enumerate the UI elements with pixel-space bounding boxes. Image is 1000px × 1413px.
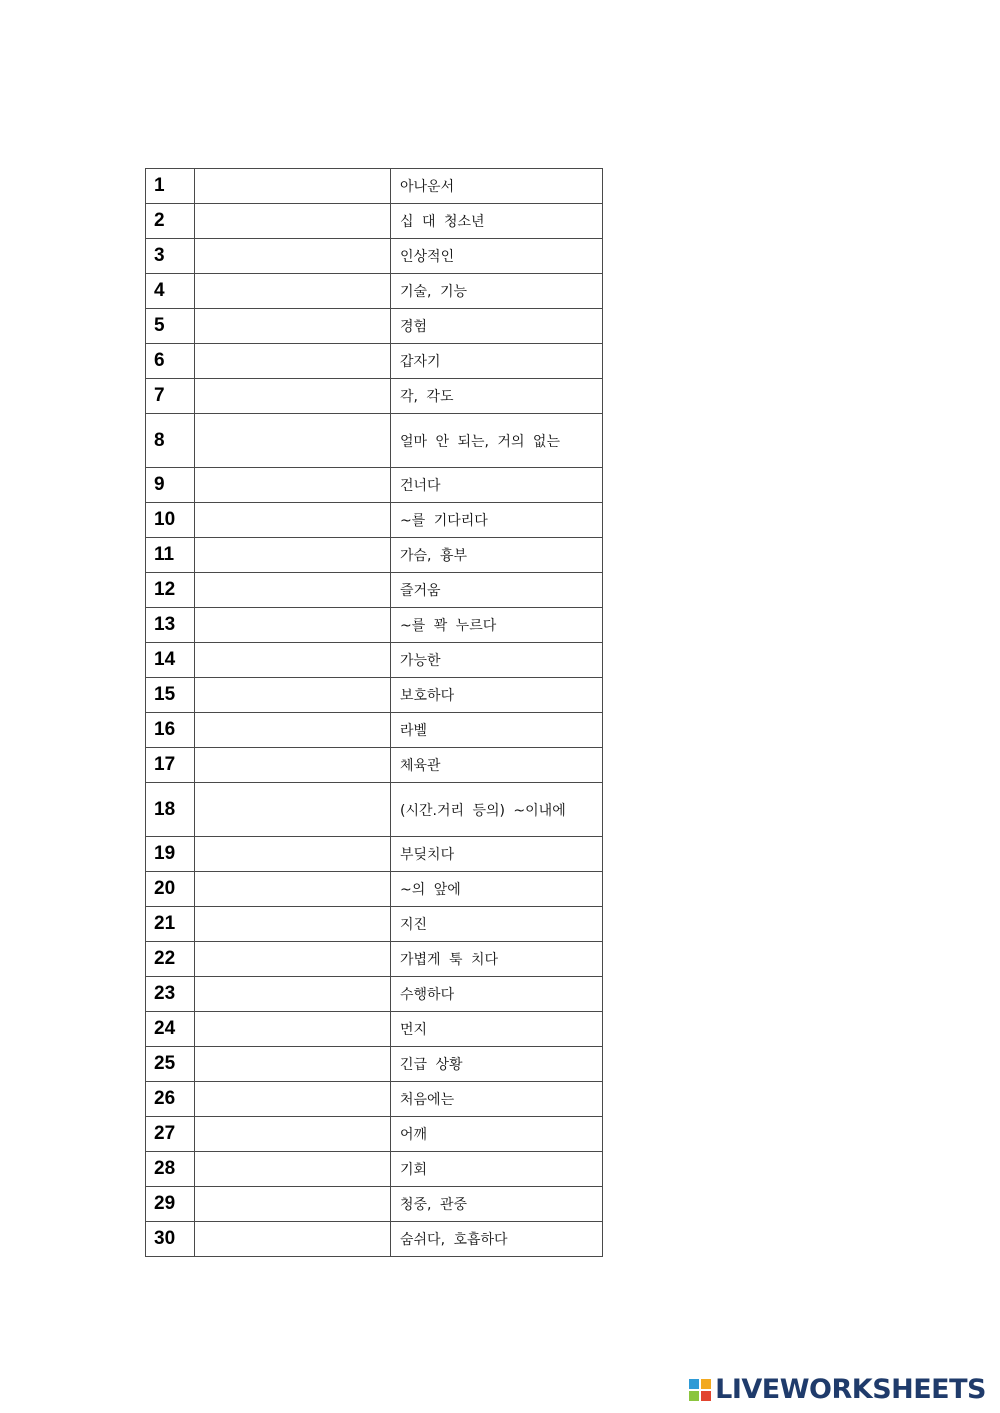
row-number: 8 xyxy=(146,414,195,468)
row-number: 24 xyxy=(146,1012,195,1047)
answer-input[interactable] xyxy=(195,713,390,747)
answer-input[interactable] xyxy=(195,503,390,537)
table-row xyxy=(146,169,603,204)
korean-meaning: 어깨 xyxy=(391,1117,603,1152)
liveworksheets-logo-icon xyxy=(689,1379,711,1401)
answer-cell xyxy=(195,608,391,643)
row-number: 23 xyxy=(146,977,195,1012)
answer-input[interactable] xyxy=(195,468,390,502)
korean-meaning: 가슴, 흉부 xyxy=(391,538,603,573)
table-row xyxy=(146,1012,603,1047)
korean-meaning: 십 대 청소년 xyxy=(391,204,603,239)
answer-input[interactable] xyxy=(195,538,390,572)
korean-meaning: 건너다 xyxy=(391,468,603,503)
korean-meaning: ~의 앞에 xyxy=(391,872,603,907)
korean-meaning: 숨쉬다, 호흡하다 xyxy=(391,1222,603,1257)
row-number: 11 xyxy=(146,538,195,573)
korean-meaning: 아나운서 xyxy=(391,169,603,204)
table-row xyxy=(146,608,603,643)
answer-cell xyxy=(195,942,391,977)
answer-input[interactable] xyxy=(195,1047,390,1081)
table-row xyxy=(146,274,603,309)
answer-cell xyxy=(195,1152,391,1187)
answer-cell xyxy=(195,678,391,713)
row-number: 7 xyxy=(146,379,195,414)
table-row xyxy=(146,1222,603,1257)
row-number: 15 xyxy=(146,678,195,713)
korean-meaning: 기술, 기능 xyxy=(391,274,603,309)
liveworksheets-brand xyxy=(689,1374,986,1405)
korean-meaning: 라벨 xyxy=(391,713,603,748)
answer-input[interactable] xyxy=(195,204,390,238)
korean-meaning: 부딪치다 xyxy=(391,837,603,872)
table-row xyxy=(146,414,603,468)
answer-cell xyxy=(195,1082,391,1117)
answer-input[interactable] xyxy=(195,1082,390,1116)
korean-meaning: (시간.거리 등의) ~이내에 xyxy=(391,783,603,837)
row-number: 16 xyxy=(146,713,195,748)
answer-cell xyxy=(195,643,391,678)
table-row xyxy=(146,1047,603,1082)
answer-cell xyxy=(195,783,391,837)
answer-input[interactable] xyxy=(195,414,390,467)
answer-input[interactable] xyxy=(195,169,390,203)
korean-meaning: 경험 xyxy=(391,309,603,344)
table-row xyxy=(146,538,603,573)
answer-cell xyxy=(195,1117,391,1152)
korean-meaning: 체육관 xyxy=(391,748,603,783)
row-number: 28 xyxy=(146,1152,195,1187)
row-number: 5 xyxy=(146,309,195,344)
answer-cell xyxy=(195,837,391,872)
row-number: 17 xyxy=(146,748,195,783)
table-row xyxy=(146,837,603,872)
answer-cell xyxy=(195,977,391,1012)
answer-cell xyxy=(195,573,391,608)
korean-meaning: 인상적인 xyxy=(391,239,603,274)
answer-cell xyxy=(195,1187,391,1222)
answer-input[interactable] xyxy=(195,1152,390,1186)
row-number: 27 xyxy=(146,1117,195,1152)
answer-input[interactable] xyxy=(195,837,390,871)
table-row xyxy=(146,309,603,344)
korean-meaning: 먼지 xyxy=(391,1012,603,1047)
answer-input[interactable] xyxy=(195,643,390,677)
table-row xyxy=(146,942,603,977)
answer-cell xyxy=(195,538,391,573)
korean-meaning: 가능한 xyxy=(391,643,603,678)
answer-input[interactable] xyxy=(195,942,390,976)
row-number: 12 xyxy=(146,573,195,608)
answer-cell xyxy=(195,379,391,414)
answer-input[interactable] xyxy=(195,1117,390,1151)
korean-meaning: 보호하다 xyxy=(391,678,603,713)
table-row xyxy=(146,783,603,837)
answer-input[interactable] xyxy=(195,748,390,782)
answer-input[interactable] xyxy=(195,872,390,906)
table-row xyxy=(146,1082,603,1117)
table-row xyxy=(146,748,603,783)
table-row xyxy=(146,239,603,274)
table-row xyxy=(146,204,603,239)
row-number: 13 xyxy=(146,608,195,643)
answer-cell xyxy=(195,344,391,379)
table-row xyxy=(146,977,603,1012)
row-number: 26 xyxy=(146,1082,195,1117)
answer-cell xyxy=(195,309,391,344)
answer-cell xyxy=(195,872,391,907)
table-row xyxy=(146,573,603,608)
answer-cell xyxy=(195,239,391,274)
row-number: 4 xyxy=(146,274,195,309)
brand-wordmark: LIVEWORKSHEETS xyxy=(715,1374,986,1405)
answer-input[interactable] xyxy=(195,309,390,343)
korean-meaning: 얼마 안 되는, 거의 없는 xyxy=(391,414,603,468)
answer-cell xyxy=(195,169,391,204)
answer-cell xyxy=(195,274,391,309)
vocabulary-table xyxy=(145,168,603,1257)
table-row xyxy=(146,1117,603,1152)
korean-meaning: 수행하다 xyxy=(391,977,603,1012)
korean-meaning: ~를 꽉 누르다 xyxy=(391,608,603,643)
row-number: 14 xyxy=(146,643,195,678)
row-number: 2 xyxy=(146,204,195,239)
korean-meaning: 갑자기 xyxy=(391,344,603,379)
table-row xyxy=(146,379,603,414)
row-number: 10 xyxy=(146,503,195,538)
answer-input[interactable] xyxy=(195,379,390,413)
answer-input[interactable] xyxy=(195,239,390,273)
table-row xyxy=(146,503,603,538)
korean-meaning: 각, 각도 xyxy=(391,379,603,414)
answer-input[interactable] xyxy=(195,977,390,1011)
table-row xyxy=(146,678,603,713)
answer-cell xyxy=(195,204,391,239)
answer-cell xyxy=(195,1222,391,1257)
answer-cell xyxy=(195,713,391,748)
answer-input[interactable] xyxy=(195,573,390,607)
table-row xyxy=(146,872,603,907)
table-row xyxy=(146,344,603,379)
row-number: 18 xyxy=(146,783,195,837)
answer-cell xyxy=(195,1047,391,1082)
row-number: 6 xyxy=(146,344,195,379)
korean-meaning: 긴급 상황 xyxy=(391,1047,603,1082)
row-number: 30 xyxy=(146,1222,195,1257)
korean-meaning: 처음에는 xyxy=(391,1082,603,1117)
table-row xyxy=(146,1152,603,1187)
table-row xyxy=(146,643,603,678)
answer-input[interactable] xyxy=(195,678,390,712)
table-row xyxy=(146,907,603,942)
korean-meaning: 청중, 관중 xyxy=(391,1187,603,1222)
table-row xyxy=(146,1187,603,1222)
table-row xyxy=(146,713,603,748)
answer-cell xyxy=(195,748,391,783)
korean-meaning: 가볍게 툭 치다 xyxy=(391,942,603,977)
table-row xyxy=(146,468,603,503)
row-number: 22 xyxy=(146,942,195,977)
row-number: 1 xyxy=(146,169,195,204)
row-number: 20 xyxy=(146,872,195,907)
korean-meaning: 지진 xyxy=(391,907,603,942)
row-number: 29 xyxy=(146,1187,195,1222)
row-number: 25 xyxy=(146,1047,195,1082)
answer-input[interactable] xyxy=(195,344,390,378)
row-number: 19 xyxy=(146,837,195,872)
answer-cell xyxy=(195,503,391,538)
answer-cell xyxy=(195,468,391,503)
answer-input[interactable] xyxy=(195,1187,390,1221)
answer-input[interactable] xyxy=(195,783,390,836)
row-number: 3 xyxy=(146,239,195,274)
answer-input[interactable] xyxy=(195,907,390,941)
answer-input[interactable] xyxy=(195,608,390,642)
answer-cell xyxy=(195,907,391,942)
answer-input[interactable] xyxy=(195,1222,390,1256)
row-number: 9 xyxy=(146,468,195,503)
answer-input[interactable] xyxy=(195,274,390,308)
row-number: 21 xyxy=(146,907,195,942)
answer-cell xyxy=(195,414,391,468)
korean-meaning: 기회 xyxy=(391,1152,603,1187)
korean-meaning: ~를 기다리다 xyxy=(391,503,603,538)
answer-cell xyxy=(195,1012,391,1047)
korean-meaning: 즐거움 xyxy=(391,573,603,608)
answer-input[interactable] xyxy=(195,1012,390,1046)
